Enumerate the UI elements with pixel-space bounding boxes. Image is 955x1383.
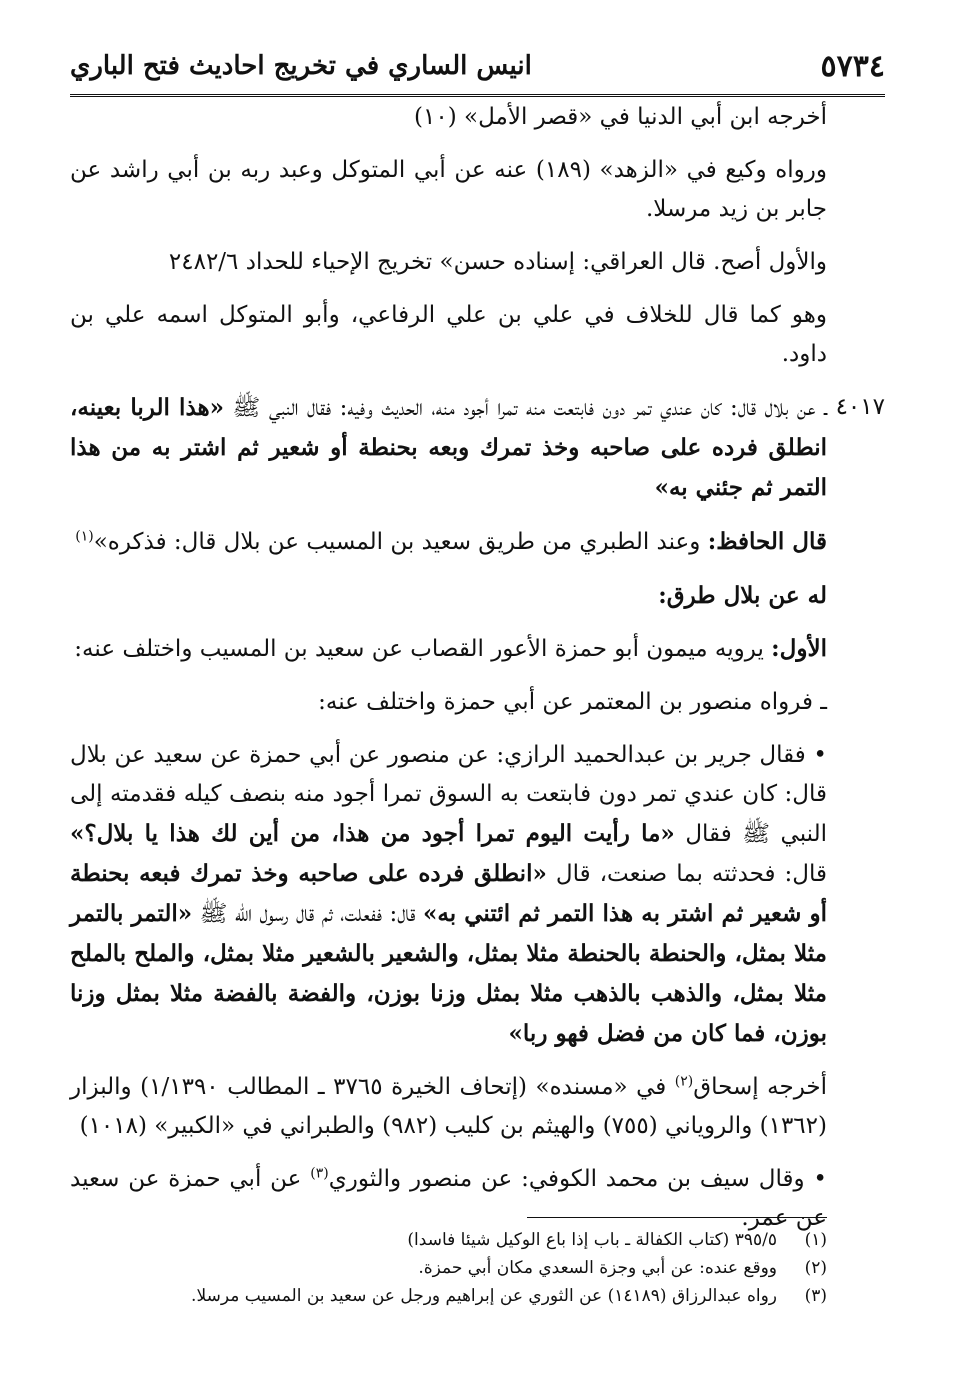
hadith-text: ـ عن بلال قال: كان عندي تمر دون فابتعت منه تمرا أجود منه، الحديث وفيه: فقال النبي ﷺ — [224, 395, 827, 421]
paragraph-mansur: ـ فرواه منصور بن المعتمر عن أبي حمزة واختلف عنه: — [318, 689, 827, 715]
book-title: انيس الساري في تخريج احاديث فتح الباري — [70, 51, 532, 81]
jarir-quote-2: «انطلق فرده على صاحبه وخذ تمرك فبعه بحنطة أو شعير ثم اشتر به هذا التمر ثم ائتني به» — [70, 860, 827, 927]
page-header — [70, 38, 885, 97]
footnote-number: (٢) — [804, 1258, 827, 1278]
paragraph-ibn-abi-dunya: أخرجه ابن أبي الدنيا في «قصر الأمل» (١٠) — [414, 104, 827, 130]
main-text — [70, 98, 885, 1252]
first-label: الأول: — [771, 635, 827, 662]
sayf-text-a: • وقال سيف بن محمد الكوفي: عن منصور والثوري — [328, 1166, 827, 1192]
hafiz-label: قال الحافظ: — [707, 528, 827, 555]
hadith-quote: «هذا الربا بعينه، انطلق فرده على صاحبه وخذ تمرك وبعه بحنطة أو شعير ثم اشتر به من هذا التمر ثم جئني به» — [70, 394, 827, 501]
jarir-text-d: قال: ففعلت، ثم قال رسول الله ﷺ — [192, 901, 423, 927]
footnote-number: (٣) — [804, 1286, 827, 1306]
hadith-body — [70, 388, 827, 508]
footnote-text: رواه عبدالرزاق (١٤١٨٩) عن الثوري عن إبراهيم ورجل عن سعيد بن المسيب مرسلا. — [191, 1286, 777, 1306]
hafiz-text: وعند الطبري من طريق سعيد بن المسيب عن بلال قال: فذكره» — [93, 529, 708, 555]
paragraph-turuq: له عن بلال طرق: — [658, 582, 827, 609]
hadith-entry — [70, 388, 885, 508]
hadith-number: ٤٠١٧ — [835, 394, 885, 420]
footnote-2 — [70, 1254, 827, 1282]
paragraph-hafiz — [70, 522, 827, 562]
footnote-text: ٣٩٥/٥ (كتاب الكفالة ـ باب إذا باع الوكيل شيئا فاسدا) — [407, 1230, 777, 1250]
page-number: ٥٧٣٤ — [820, 48, 885, 84]
footnote-number: (١) — [804, 1230, 827, 1250]
footnote-text: ووقع عنده: عن أبي وجزة السعدي مكان أبي حمزة. — [418, 1258, 777, 1278]
paragraph-jarir — [70, 736, 827, 1054]
paragraph-iraqi: والأول أصح. قال العراقي: إسناده حسن» تخريج الإحياء للحداد ٢٤٨٢/٦ — [168, 249, 827, 275]
first-text: يرويه ميمون أبو حمزة الأعور القصاب عن سعيد بن المسيب واختلف عنه: — [74, 636, 772, 662]
paragraph-waki: ورواه وكيع في «الزهد» (١٨٩) عنه عن أبي المتوكل وعبد ربه بن أبي راشد عن جابر بن زيد مرسلا. — [70, 157, 827, 222]
jarir-text-a: • فقال جرير بن عبدالحميد الرازي: عن منصور عن أبي حمزة عن سعيد عن بلال قال: كان عندي تمر دون فابتعت به السوق تمرا أجود منه بنصف كيله فقدمته إلى النبي ﷺ فقال — [70, 742, 828, 847]
ishaq-text-b: في «مسنده» (إتحاف الخيرة ٣٧٦٥ ـ المطالب ١/١٣٩٠) والبزار (١٣٦٢) والروياني (٧٥٥) والهيثم بن كليب (٩٨٢) والطبراني في «الكبير» (١٠١٨) — [70, 1074, 827, 1139]
footnote-ref-1[interactable]: (١) — [75, 528, 94, 545]
sayf-text-b: عن أبي حمزة عن سعيد عن عمر. — [70, 1166, 827, 1231]
footnote-ref-2[interactable]: (٢) — [674, 1073, 694, 1090]
footnote-3 — [70, 1282, 827, 1310]
ishaq-text-a: أخرجه إسحاق — [693, 1074, 827, 1100]
footnotes — [70, 1217, 827, 1310]
footnote-1 — [70, 1226, 827, 1254]
paragraph-ishaq — [70, 1068, 827, 1146]
footnote-divider — [527, 1217, 827, 1218]
paragraph-first — [70, 629, 827, 669]
footnote-ref-3[interactable]: (٣) — [310, 1165, 329, 1182]
jarir-quote-3: «التمر بالتمر مثلا بمثل، والحنطة بالحنطة مثلا بمثل، والشعير بالشعير مثلا بمثل، والملح بالملح مثلا بمثل، والذهب بالذهب مثلا بمثل وزنا بوزن، والفضة بالفضة مثلا بمثل وزنا بوزن، فما كان من فضل فهو ربا» — [70, 900, 827, 1047]
jarir-quote-1: «ما رأيت اليوم تمرا أجود من هذا، من أين لك هذا يا بلال؟» — [70, 820, 675, 847]
paragraph-khilaf: وهو كما قال للخلاف في علي بن علي الرفاعي، وأبو المتوكل اسمه علي بن داود. — [70, 302, 827, 367]
jarir-text-c: قال: فحدثته بما صنعت، قال — [546, 861, 827, 887]
